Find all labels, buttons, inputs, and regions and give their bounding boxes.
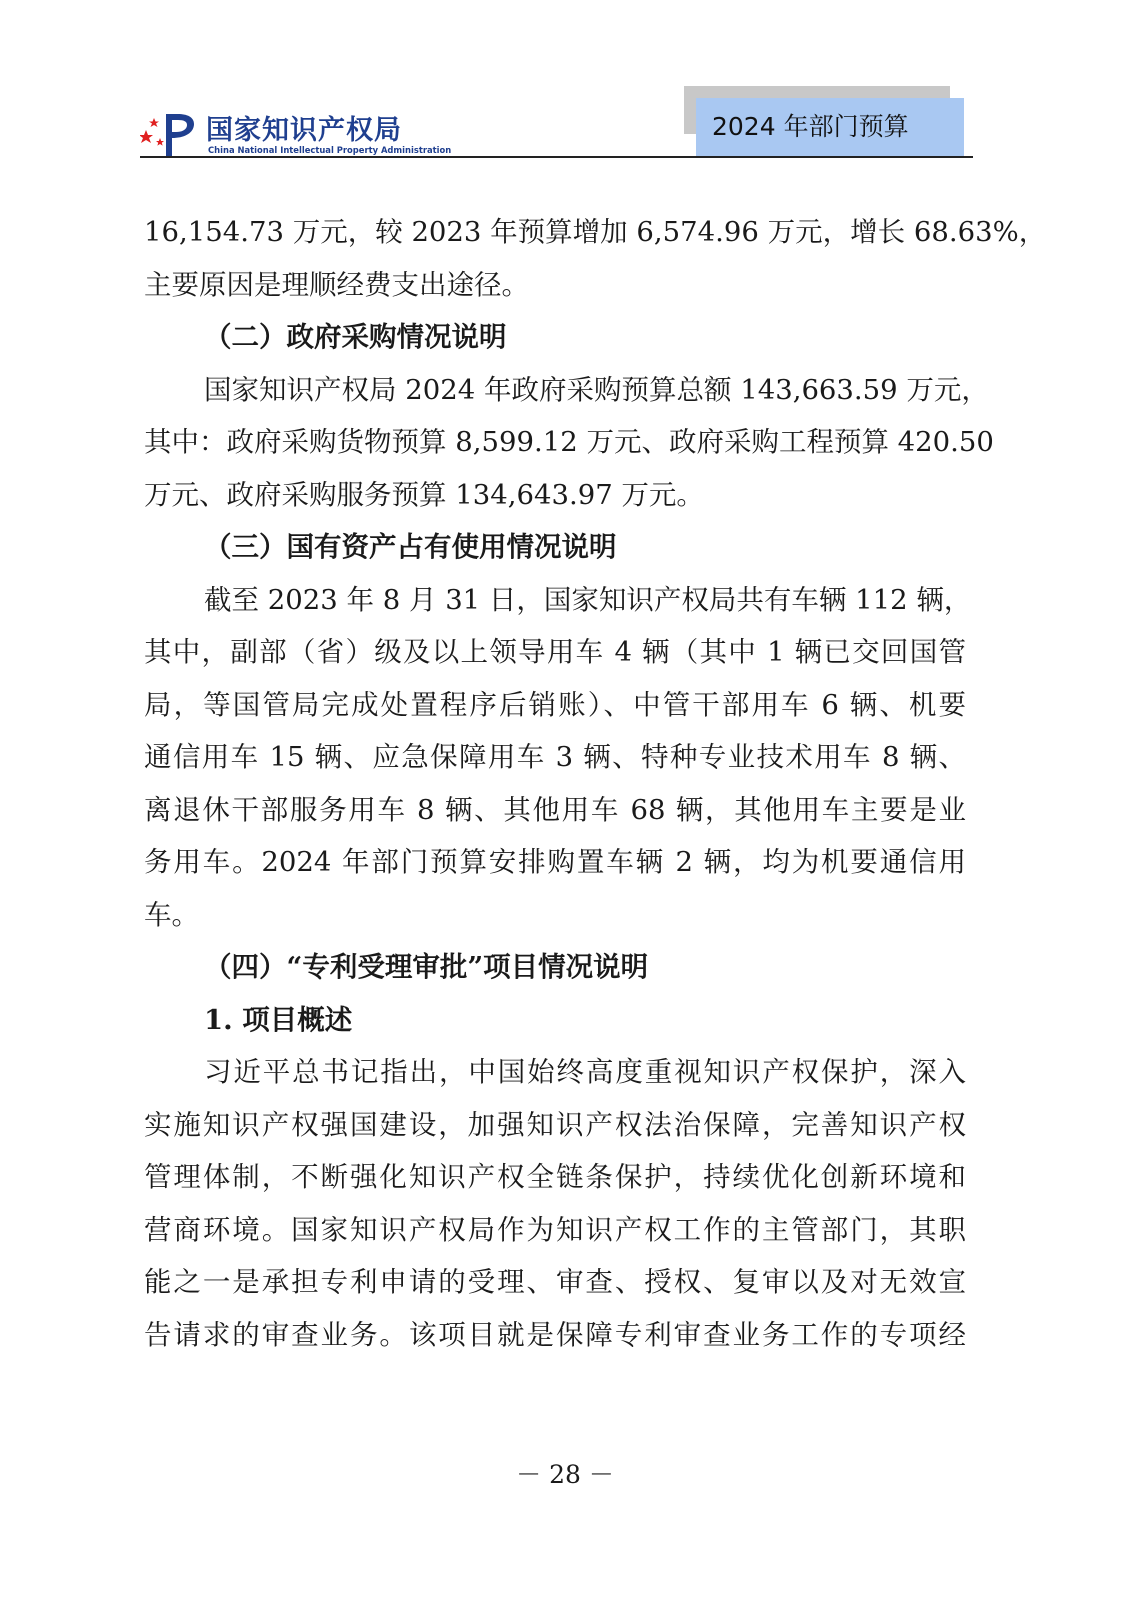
paragraph-line: 管理体制，不断强化知识产权全链条保护，持续优化创新环境和	[144, 1161, 966, 1193]
page-header	[140, 86, 973, 162]
paragraph-line: 实施知识产权强国建设，加强知识产权法治保障，完善知识产权	[144, 1108, 966, 1141]
paragraph-line: 主要原因是理顺经费支出途径。	[144, 268, 529, 301]
paragraph-line: 截至 2023 年 8 月 31 日，国家知识产权局共有车辆 112 辆，	[204, 583, 972, 616]
paragraph-line: 能之一是承担专利申请的受理、审查、授权、复审以及对无效宣	[144, 1266, 966, 1298]
header-badge: 2024 年部门预算	[696, 98, 964, 156]
paragraph-line: 务用车。2024 年部门预算安排购置车辆 2 辆，均为机要通信用	[144, 846, 966, 878]
page-body	[144, 206, 1047, 1361]
paragraph-line: 告请求的审查业务。该项目就是保障专利审查业务工作的专项经	[144, 1318, 966, 1351]
paragraph-line: 通信用车 15 辆、应急保障用车 3 辆、特种专业技术用车 8 辆、	[144, 741, 966, 773]
paragraph-line: 国家知识产权局 2024 年政府采购预算总额 143,663.59 万元，	[204, 373, 989, 406]
cnipa-logo	[140, 108, 450, 158]
paragraph-line: 习近平总书记指出，中国始终高度重视知识产权保护，深入	[204, 1056, 966, 1088]
section-heading: （四）“专利受理审批”项目情况说明	[204, 951, 649, 983]
paragraph-line: 车。	[144, 898, 199, 931]
page-number: － 28 －	[516, 1460, 614, 1489]
logo-english-name: China National Intellectual Property Administration	[208, 145, 452, 155]
paragraph-line: 营商环境。国家知识产权局作为知识产权工作的主管部门，其职	[144, 1213, 966, 1246]
paragraph-line: 离退休干部服务用车 8 辆、其他用车 68 辆，其他用车主要是业	[144, 793, 966, 826]
header-rule	[140, 156, 973, 158]
paragraph-line: 其中，副部（省）级及以上领导用车 4 辆（其中 1 辆已交回国管	[144, 636, 966, 668]
section-heading: （三）国有资产占有使用情况说明	[204, 531, 617, 563]
cnipa-emblem-icon	[140, 108, 200, 158]
subsection-heading: 1. 项目概述	[204, 1003, 353, 1036]
paragraph-line: 16,154.73 万元，较 2023 年预算增加 6,574.96 万元，增长 68.63%，	[144, 216, 1047, 248]
paragraph-line: 万元、政府采购服务预算 134,643.97 万元。	[144, 478, 704, 511]
paragraph-line: 其中：政府采购货物预算 8,599.12 万元、政府采购工程预算 420.50	[144, 426, 994, 458]
logo-chinese-name: 国家知识产权局	[206, 115, 402, 146]
section-heading: （二）政府采购情况说明	[204, 321, 507, 353]
paragraph-line: 局，等国管局完成处置程序后销账）、中管干部用车 6 辆、机要	[144, 688, 966, 721]
